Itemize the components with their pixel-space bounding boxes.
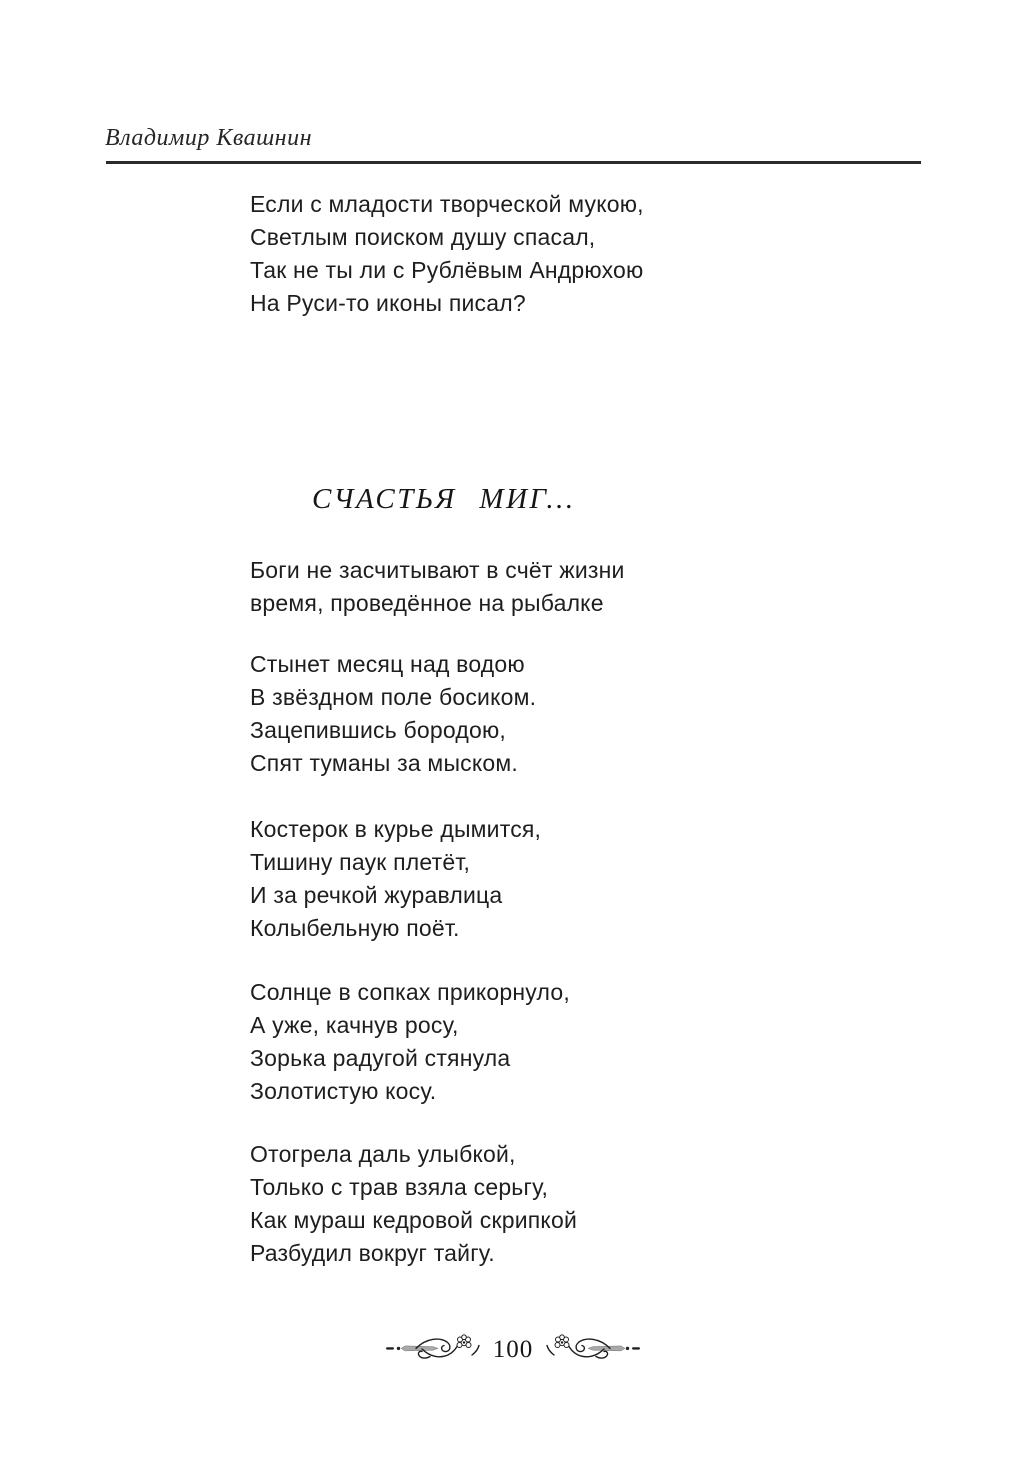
poem-line: На Руси-то иконы писал? [250,290,526,316]
author-name: Владимир Квашнин [105,125,312,151]
poem-line: Как мураш кедровой скрипкой [250,1207,577,1233]
stanza-1 [250,648,536,780]
stanza-3 [250,976,570,1108]
poem-line: Если с младости творческой мукою, [250,191,644,217]
poem-line: Тишину паук плетёт, [250,849,471,875]
poem-line: Спят туманы за мыском. [250,750,518,776]
page-footer [0,1329,1026,1369]
poem-line: Только с трав взяла серьгу, [250,1174,549,1200]
flourish-ornament-left [386,1329,486,1369]
epigraph-line: время, проведённое на рыбалке [250,590,604,616]
rosette-icon [457,1335,471,1348]
poem-line: Разбудил вокруг тайгу. [250,1240,495,1266]
rosette-icon [555,1335,569,1348]
poem-line: Солнце в сопках прикорнуло, [250,979,570,1005]
poem-line: И за речкой журавлица [250,882,503,908]
poem-title: СЧАСТЬЯ МИГ... [312,483,576,515]
page-number: 100 [492,1335,534,1363]
poem-line: Зорька радугой стянула [250,1045,511,1071]
poem-line: Колыбельную поёт. [250,915,460,941]
poem-line: Зацепившись бородою, [250,717,506,743]
poem-line: Костерок в курье дымится, [250,816,542,842]
epigraph [250,554,625,620]
stanza-4 [250,1138,577,1270]
intro-stanza [250,188,644,320]
poem-line: В звёздном поле босиком. [250,684,537,710]
poem-line: Так не ты ли с Рублёвым Андрюхою [250,257,644,283]
header-rule [106,161,921,164]
flourish-ornament-right [540,1329,640,1369]
stanza-2 [250,813,541,945]
epigraph-line: Боги не засчитывают в счёт жизни [250,557,625,583]
poem-line: А уже, качнув росу, [250,1012,459,1038]
poem-line: Отогрела даль улыбкой, [250,1141,516,1167]
poem-line: Светлым поиском душу спасал, [250,224,596,250]
poem-line: Стынет месяц над водою [250,651,525,677]
poem-line: Золотистую косу. [250,1078,437,1104]
